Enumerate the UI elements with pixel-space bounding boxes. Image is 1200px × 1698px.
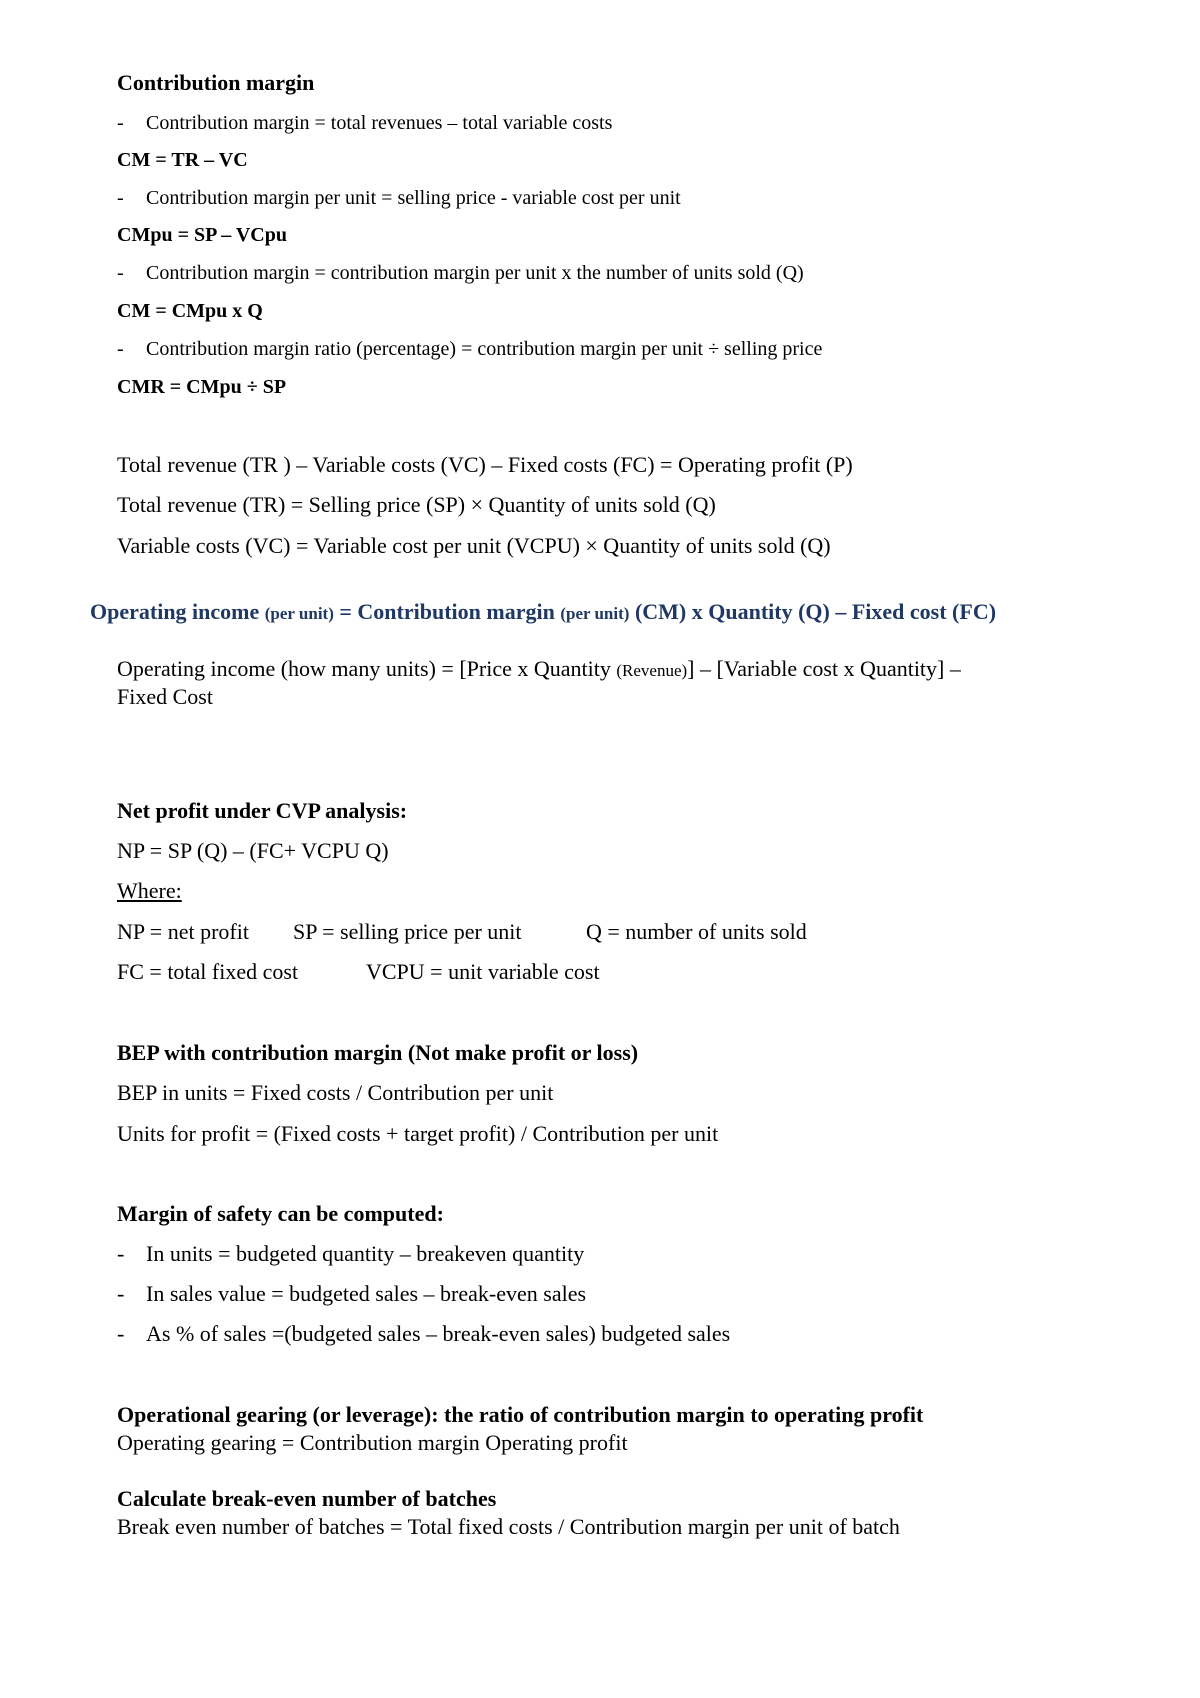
formula-cm-q: CM = CMpu x Q [117, 300, 263, 322]
bullet-text: As % of sales =(budgeted sales – break-even sales) budgeted sales [146, 1321, 731, 1346]
definitions-row [117, 918, 807, 946]
bullet-item [117, 109, 612, 137]
bullet-marker: - [117, 187, 124, 209]
formula-cm: CM = TR – VC [117, 149, 248, 171]
text-part: (Revenue) [616, 661, 688, 680]
text-part: (per unit) [560, 604, 630, 623]
text-part: = Contribution margin [333, 599, 561, 624]
bullet-item [117, 335, 822, 363]
bullet-marker: - [117, 1241, 125, 1266]
definition: Q = number of units sold [586, 919, 807, 944]
net-profit-formula: NP = SP (Q) – (FC+ VCPU Q) [117, 838, 389, 863]
bullet-item [117, 259, 804, 287]
text-part: (per unit) [264, 604, 334, 623]
formula-cmpu: CMpu = SP – VCpu [117, 224, 287, 246]
text-part: Operating income (how many units) = [Price x Quantity [117, 656, 617, 681]
total-revenue-line: Total revenue (TR) = Selling price (SP) × Quantity of units sold (Q) [117, 492, 716, 517]
bullet-text: Contribution margin per unit = selling price - variable cost per unit [146, 187, 681, 209]
bullet-text: In units = budgeted quantity – breakeven quantity [146, 1241, 585, 1266]
definition: SP = selling price per unit [293, 919, 522, 944]
bep-line: BEP in units = Fixed costs / Contribution per unit [117, 1080, 554, 1105]
bep-heading: BEP with contribution margin (Not make profit or loss) [117, 1040, 639, 1065]
bullet-item [117, 184, 681, 212]
operating-income-alt-formula-cont: Fixed Cost [117, 684, 213, 709]
batches-heading: Calculate break-even number of batches [117, 1486, 497, 1511]
bullet-marker: - [117, 1281, 125, 1306]
formula-cmr: CMR = CMpu ÷ SP [117, 376, 287, 398]
bullet-text: Contribution margin = total revenues – total variable costs [146, 112, 613, 134]
bullet-marker: - [117, 1321, 125, 1346]
text-part: ] – [Variable cost x Quantity] – [687, 656, 961, 681]
batches-line: Break even number of batches = Total fixed costs / Contribution margin per unit of batch [117, 1514, 900, 1539]
operational-gearing-heading: Operational gearing (or leverage): the ratio of contribution margin to operating profit [117, 1402, 924, 1427]
contribution-margin-heading: Contribution margin [117, 70, 315, 95]
margin-of-safety-heading: Margin of safety can be computed: [117, 1201, 444, 1226]
bullet-text: In sales value = budgeted sales – break-even sales [146, 1281, 587, 1306]
variable-costs-line: Variable costs (VC) = Variable cost per unit (VCPU) × Quantity of units sold (Q) [117, 533, 831, 558]
total-revenue-line: Total revenue (TR ) – Variable costs (VC) – Fixed costs (FC) = Operating profit (P) [117, 452, 853, 477]
definitions-row [117, 958, 600, 986]
bullet-item [117, 1240, 584, 1268]
bullet-item [117, 1280, 586, 1308]
definition: NP = net profit [117, 919, 249, 944]
bullet-marker: - [117, 112, 124, 134]
definition: FC = total fixed cost [117, 959, 299, 984]
bep-line: Units for profit = (Fixed costs + target profit) / Contribution per unit [117, 1121, 719, 1146]
bullet-item [117, 1320, 730, 1348]
definition: VCPU = unit variable cost [366, 959, 600, 984]
text-part: Operating income [90, 599, 265, 624]
operational-gearing-line: Operating gearing = Contribution margin Operating profit [117, 1430, 628, 1455]
text-part: (CM) x Quantity (Q) – Fixed cost (FC) [629, 599, 997, 624]
net-profit-heading: Net profit under CVP analysis: [117, 798, 408, 823]
operating-income-alt-formula [117, 655, 961, 685]
where-label: Where: [117, 878, 182, 903]
bullet-text: Contribution margin = contribution margin per unit x the number of units sold (Q) [146, 262, 804, 284]
bullet-marker: - [117, 262, 124, 284]
operating-income-formula [90, 598, 996, 628]
bullet-text: Contribution margin ratio (percentage) = contribution margin per unit ÷ selling price [146, 338, 823, 360]
bullet-marker: - [117, 338, 124, 360]
